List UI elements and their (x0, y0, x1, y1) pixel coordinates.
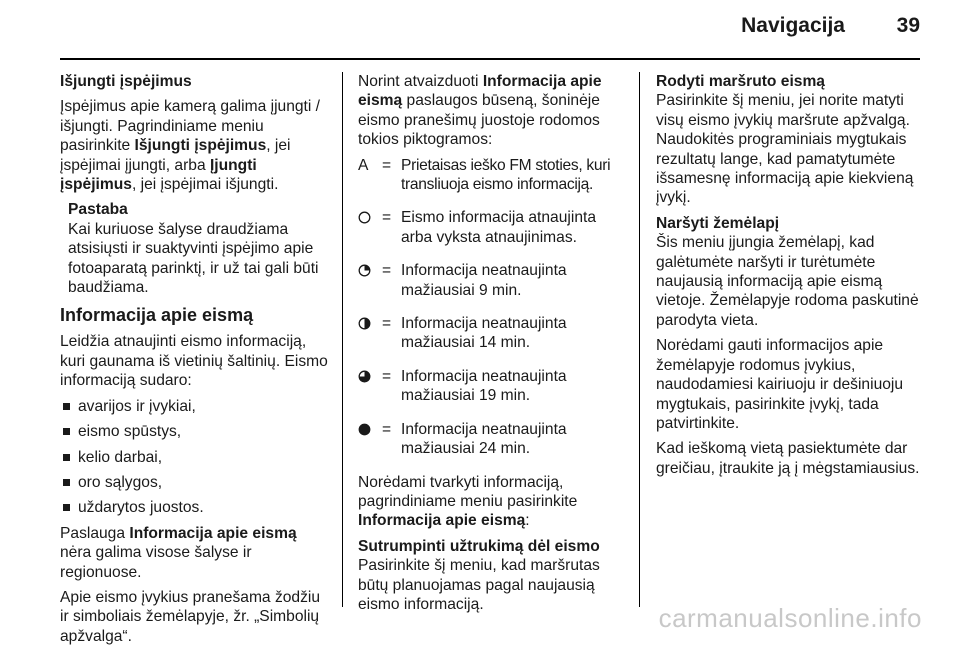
equals-sign: = (382, 420, 392, 438)
browse-map-text-2: Norėdami gauti informacijos apie žemėlapyje rodomus įvykius, naudodamiesi kairiuoju ir dešiniuoju mygtukais, pasirinkite įvykį, tada patvirtinkite. (656, 337, 904, 432)
browse-map-text-1: Šis meniu įjungia žemėlapį, kad galėtumėte naršyti ir turėtumėte naujausią informaciją apie eismą vietoje. Žemėlapyje rodoma paskutinė parodyta vieta. (656, 234, 919, 329)
traffic-intro: Leidžia atnaujinti eismo informaciją, kuri gaunama iš vietinių šaltinių. Eismo informaciją sudaro: (60, 333, 328, 390)
list-item: eismo spūstys, (60, 422, 328, 441)
list-item: avarijos ir įvykiai, (60, 397, 328, 416)
text-run: Paslauga (60, 524, 130, 542)
section-heading-traffic-info: Informacija apie eismą (60, 305, 254, 326)
browse-map-text-3: Kad ieškomą vietą pasiektumėte dar greičiau, įtraukite ją į mėgstamiausius. (656, 440, 920, 477)
service-name: Informacija apie eismą (129, 524, 297, 542)
letter-a-icon: A (358, 156, 369, 174)
text-run: : (525, 512, 530, 530)
note-label: Pastaba (68, 201, 128, 219)
header-rule (60, 58, 920, 60)
menu-option-enable: Įjungti įspėjimus (60, 156, 257, 194)
circle-empty-icon (358, 208, 382, 247)
icons-intro (358, 72, 628, 150)
section-heading-show-route-traffic: Rodyti maršruto eismą (656, 73, 825, 90)
watermark: carmanualsonline.info (658, 603, 922, 633)
icon-row (358, 367, 628, 406)
menu-option-disable: Išjungti įspėjimus (134, 137, 267, 155)
equals-sign: = (382, 315, 392, 333)
section-heading-disable-warnings: Išjungti įspėjimus (60, 73, 192, 90)
icon-description: Informacija neatnaujinta mažiausiai 24 min. (401, 420, 567, 458)
equals-sign: = (382, 262, 392, 280)
icon-description: Informacija neatnaujinta mažiausiai 9 min. (401, 262, 567, 299)
section-heading-reduce-delay: Sutrumpinti užtrukimą dėl eismo (358, 537, 600, 555)
list-item: kelio darbai, (60, 448, 328, 467)
show-route-traffic-text: Pasirinkite šį meniu, jei norite matyti visų eismo įvykių maršrute apžvalgą. Naudokitės programiniais mygtukais rezultatų lange, kad pamatytumėte išsamesnę informaciją apie kiekvieną įvykį. (656, 92, 914, 207)
service-name: Informacija apie eismą (358, 512, 526, 530)
note-text: Kai kuriuose šalyse draudžiama atsisiųsti ir suaktyvinti įspėjimo apie fotoaparatą parinktį, ir už tai gali būti baudžiama. (68, 220, 319, 297)
icon-description: Informacija neatnaujinta mažiausiai 19 min. (401, 367, 567, 405)
equals-sign: = (382, 367, 392, 385)
announcement-text: Apie eismo įvykius pranešama žodžiu ir simboliais žemėlapyje, žr. „Simbolių apžvalga“. (60, 588, 321, 645)
list-item: oro sąlygos, (60, 473, 328, 492)
icon-row (358, 420, 628, 459)
text-run: nėra galima visose šalyse ir regionuose. (60, 544, 252, 581)
disable-warnings-text (60, 97, 328, 194)
page-number: 39 (896, 14, 920, 37)
circle-half-icon (358, 314, 382, 353)
text-run: Norint atvaizduoti (358, 73, 483, 90)
icon-row (358, 314, 628, 353)
text-run: Įspėjimus apie kamerą galima įjungti / išjungti. Pagrindiniame meniu pasirinkite (60, 98, 321, 155)
equals-sign: = (382, 209, 392, 227)
circle-quarter-icon (358, 261, 382, 300)
icon-row (358, 261, 628, 300)
icon-description: Informacija neatnaujinta mažiausiai 14 min. (401, 315, 567, 352)
traffic-items-list (60, 397, 328, 518)
service-name: Informacija apie eismą (358, 73, 602, 110)
reduce-delay-text: Pasirinkite šį meniu, kad maršrutas būtų planuojamas pagal naujausią eismo informaciją. (358, 557, 600, 613)
icon-row (358, 156, 628, 195)
icon-row (358, 208, 628, 247)
column-divider-2 (639, 72, 640, 607)
column-3 (656, 72, 926, 484)
text-run: , jei įspėjimai įjungti, arba (60, 137, 291, 174)
section-heading-browse-map: Naršyti žemėlapį (656, 214, 780, 232)
icon-description: Eismo informacija atnaujinta arba vyksta atnaujinimas. (401, 209, 597, 246)
column-2 (358, 72, 628, 620)
icon-description: Prietaisas ieško FM stoties, kuri transliuoja eismo informaciją. (401, 156, 611, 194)
equals-sign: = (382, 156, 392, 174)
text-run: Norėdami tvarkyti informaciją, pagrindiniame meniu pasirinkite (358, 473, 578, 510)
text-run: paslaugos būseną, šoninėje eismo pranešimų juostoje rodomos tokios piktogramos: (358, 92, 600, 149)
circle-full-icon (358, 420, 382, 459)
text-run: , jei įspėjimai išjungti. (131, 176, 279, 194)
status-icon-list (358, 156, 628, 459)
note-box (60, 200, 328, 297)
circle-three-quarter-icon (358, 367, 382, 406)
service-availability-text (60, 524, 328, 582)
manage-info-text (358, 473, 628, 531)
list-item: uždarytos juostos. (60, 498, 328, 517)
page-title: Navigacija (741, 14, 845, 37)
column-1 (60, 72, 328, 652)
column-divider-1 (342, 72, 343, 607)
